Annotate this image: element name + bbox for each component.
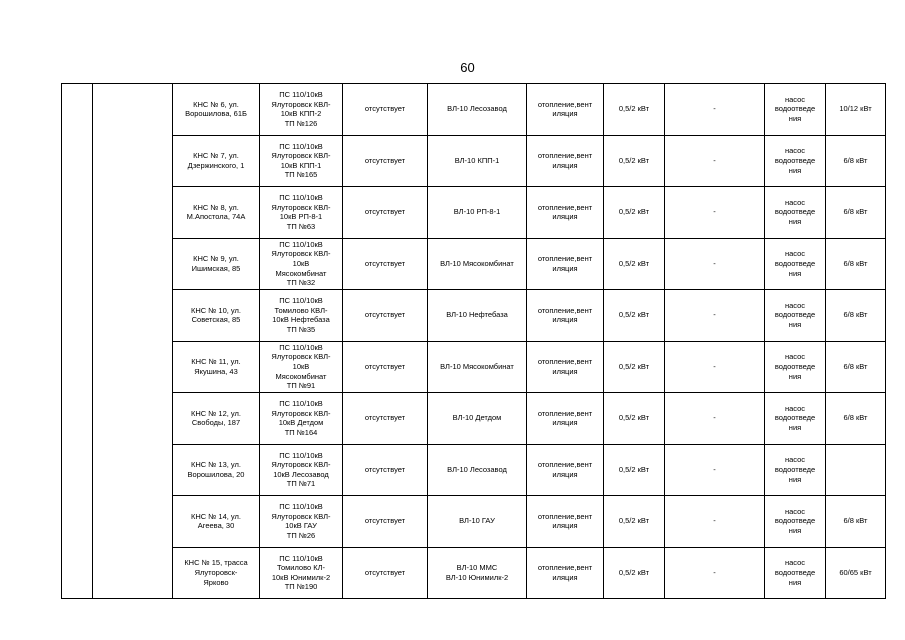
dash-cell (665, 135, 765, 187)
cell-text: ВЛ-10 ГАУ (459, 516, 495, 526)
cell-text: насос водоотведе ния (774, 558, 816, 587)
cell-text: ПС 110/10кВ Ялуторовск КВЛ- 10кВ Детдом ТП №164 (271, 399, 331, 437)
cell-text: 0,5/2 кВт (618, 310, 650, 320)
cell-text: ВЛ-10 Лесозавод (447, 464, 507, 474)
heat-power-cell (604, 187, 665, 239)
cell-text: 0,5/2 кВт (618, 207, 650, 217)
station-name-cell (173, 547, 260, 599)
cell-text: - (713, 310, 716, 320)
supply-line-cell (428, 496, 527, 548)
usage-cell (527, 444, 604, 496)
cell-text: ПС 110/10кВ Ялуторовск КВЛ- 10кВ Мясокомбинат ТП №91 (271, 342, 331, 391)
cell-text: - (713, 104, 716, 114)
cell-text: отопление,вент иляция (537, 460, 593, 479)
station-name-cell (173, 290, 260, 342)
cell-text: - (713, 567, 716, 577)
page-number: 60 (460, 60, 475, 75)
power-source-cell (260, 238, 343, 290)
cell-text: ВЛ-10 Мясокомбинат (440, 361, 514, 371)
cell-text: 6/8 кВт (843, 361, 868, 371)
table-row (62, 187, 886, 239)
table-row (62, 496, 886, 548)
station-name-cell (173, 393, 260, 445)
cell-text: КНС № 7, ул. Дзержинского, 1 (187, 151, 245, 170)
power-source-cell (260, 496, 343, 548)
cell-text: отсутствует (364, 104, 406, 114)
cell-text: - (713, 258, 716, 268)
power-source-cell (260, 135, 343, 187)
merged-blank-cell-1 (62, 84, 93, 599)
cell-text: насос водоотведе ния (774, 455, 816, 484)
cell-text: КНС № 13, ул. Ворошилова, 20 (187, 460, 245, 479)
power-cell (826, 496, 886, 548)
consumer-cell (765, 496, 826, 548)
cell-text: отсутствует (364, 361, 406, 371)
cell-text: отсутствует (364, 516, 406, 526)
station-name-cell (173, 187, 260, 239)
cell-text: насос водоотведе ния (774, 146, 816, 175)
consumer-cell (765, 84, 826, 136)
heat-power-cell (604, 290, 665, 342)
cell-text: отсутствует (364, 207, 406, 217)
dash-cell (665, 444, 765, 496)
dash-cell (665, 187, 765, 239)
cell-text: отсутствует (364, 413, 406, 423)
supply-line-cell (428, 547, 527, 599)
cell-text: насос водоотведе ния (774, 300, 816, 330)
usage-cell (527, 238, 604, 290)
usage-cell (527, 341, 604, 393)
cell-text: насос водоотведе ния (774, 197, 816, 227)
backup-source-cell (343, 496, 428, 548)
dash-cell (665, 238, 765, 290)
cell-text: отопление,вент иляция (537, 357, 593, 376)
cell-text: 6/8 кВт (843, 516, 868, 526)
dash-cell (665, 84, 765, 136)
cell-text: отсутствует (364, 567, 406, 577)
station-name-cell (173, 135, 260, 187)
backup-source-cell (343, 290, 428, 342)
cell-text: отопление,вент иляция (537, 151, 593, 170)
table-row (62, 238, 886, 290)
heat-power-cell (604, 496, 665, 548)
cell-text: КНС № 14, ул. Агеева, 30 (191, 511, 241, 531)
dash-cell (665, 393, 765, 445)
backup-source-cell (343, 547, 428, 599)
heat-power-cell (604, 135, 665, 187)
cell-text: ПС 110/10кВ Ялуторовск КВЛ- 10кВ Мясокомбинат ТП №32 (271, 239, 331, 288)
station-name-cell (173, 238, 260, 290)
heat-power-cell (604, 84, 665, 136)
power-source-cell (260, 84, 343, 136)
power-source-cell (260, 547, 343, 599)
cell-text: 6/8 кВт (843, 413, 868, 423)
power-cell (826, 547, 886, 599)
power-source-cell (260, 393, 343, 445)
supply-line-cell (428, 393, 527, 445)
cell-text: 0,5/2 кВт (618, 155, 650, 165)
cell-text: КНС № 11, ул. Якушина, 43 (191, 357, 241, 376)
power-source-cell (260, 187, 343, 239)
usage-cell (527, 187, 604, 239)
cell-text: отсутствует (364, 464, 406, 474)
cell-text: ВЛ-10 Нефтебаза (446, 310, 508, 320)
cell-text: - (713, 516, 716, 526)
backup-source-cell (343, 135, 428, 187)
backup-source-cell (343, 187, 428, 239)
usage-cell (527, 547, 604, 599)
cell-text: 6/8 кВт (843, 207, 868, 217)
backup-source-cell (343, 238, 428, 290)
table-row (62, 393, 886, 445)
power-cell (826, 393, 886, 445)
dash-cell (665, 547, 765, 599)
heat-power-cell (604, 393, 665, 445)
merged-blank-cell-2 (93, 84, 173, 599)
usage-cell (527, 84, 604, 136)
supply-line-cell (428, 84, 527, 136)
power-cell (826, 187, 886, 239)
cell-text: - (713, 155, 716, 165)
station-name-cell (173, 84, 260, 136)
station-name-cell (173, 444, 260, 496)
dash-cell (665, 341, 765, 393)
cell-text: ПС 110/10кВ Ялуторовск КВЛ- 10кВ РП-8-1 ТП №63 (271, 193, 331, 231)
cell-text: ВЛ-10 РП-8-1 (453, 207, 501, 217)
heat-power-cell (604, 547, 665, 599)
consumer-cell (765, 238, 826, 290)
power-source-cell (260, 341, 343, 393)
cell-text: КНС № 10, ул. Советская, 85 (191, 305, 241, 325)
supply-line-cell (428, 187, 527, 239)
power-source-cell (260, 290, 343, 342)
cell-text: отопление,вент иляция (537, 202, 593, 222)
cell-text: - (713, 361, 716, 371)
cell-text: отопление,вент иляция (537, 99, 593, 119)
cell-text: насос водоотведе ния (774, 403, 816, 433)
cell-text: ПС 110/10кВ Томилово КВЛ- 10кВ Нефтебаза ТП №35 (272, 296, 330, 334)
cell-text: отопление,вент иляция (537, 408, 593, 428)
heat-power-cell (604, 238, 665, 290)
dash-cell (665, 290, 765, 342)
table-row (62, 135, 886, 187)
supply-line-cell (428, 238, 527, 290)
power-cell (826, 84, 886, 136)
consumer-cell (765, 341, 826, 393)
cell-text: ВЛ-10 Детдом (452, 413, 502, 423)
cell-text: отсутствует (364, 258, 406, 268)
cell-text: ВЛ-10 Лесозавод (447, 104, 507, 114)
cell-text: 0,5/2 кВт (618, 516, 650, 526)
power-cell (826, 238, 886, 290)
consumer-cell (765, 393, 826, 445)
supply-line-cell (428, 290, 527, 342)
cell-text: ПС 110/10кВ Ялуторовск КВЛ- 10кВ ГАУ ТП №26 (271, 502, 331, 540)
consumer-cell (765, 187, 826, 239)
cell-text: 6/8 кВт (843, 155, 868, 165)
cell-text: 10/12 кВт (839, 104, 872, 114)
table-row (62, 84, 886, 136)
cell-text: 6/8 кВт (843, 258, 868, 268)
cell-text: отопление,вент иляция (537, 563, 593, 582)
cell-text: 0,5/2 кВт (618, 567, 650, 577)
table-row (62, 341, 886, 393)
power-cell (826, 135, 886, 187)
cell-text: 0,5/2 кВт (618, 464, 650, 474)
dash-cell (665, 496, 765, 548)
station-name-cell (173, 496, 260, 548)
supply-line-cell (428, 341, 527, 393)
cell-text: - (713, 464, 716, 474)
usage-cell (527, 393, 604, 445)
heat-power-cell (604, 341, 665, 393)
consumer-cell (765, 135, 826, 187)
cell-text: отопление,вент иляция (537, 254, 593, 273)
usage-cell (527, 135, 604, 187)
power-cell (826, 444, 886, 496)
cell-text: 60/65 кВт (839, 567, 872, 577)
cell-text: - (713, 413, 716, 423)
usage-cell (527, 290, 604, 342)
power-cell (826, 290, 886, 342)
supply-line-cell (428, 444, 527, 496)
backup-source-cell (343, 444, 428, 496)
cell-text: ПС 110/10кВ Ялуторовск КВЛ- 10кВ КПП-1 ТП №165 (271, 141, 331, 180)
cell-text: отсутствует (364, 155, 406, 165)
cell-text: КНС № 9, ул. Ишимская, 85 (191, 254, 241, 273)
cell-text: - (713, 207, 716, 217)
cell-text: отопление,вент иляция (537, 305, 593, 325)
power-source-cell (260, 444, 343, 496)
backup-source-cell (343, 341, 428, 393)
table-row (62, 547, 886, 599)
cell-text: КНС № 15, трасса Ялуторовск- Ярково (184, 558, 248, 587)
heat-power-cell (604, 444, 665, 496)
backup-source-cell (343, 393, 428, 445)
cell-text: насос водоотведе ния (774, 506, 816, 536)
cell-text: ПС 110/10кВ Ялуторовск КВЛ- 10кВ КПП-2 ТП №126 (271, 90, 331, 128)
cell-text: 0,5/2 кВт (618, 361, 650, 371)
consumer-cell (765, 290, 826, 342)
pump-stations-table (61, 83, 886, 599)
cell-text: насос водоотведе ния (774, 94, 816, 124)
cell-text: ВЛ-10 Мясокомбинат (440, 258, 514, 268)
backup-source-cell (343, 84, 428, 136)
supply-line-cell (428, 135, 527, 187)
cell-text: 0,5/2 кВт (618, 413, 650, 423)
cell-text: КНС № 8, ул. М.Апостола, 74А (186, 202, 246, 222)
consumer-cell (765, 444, 826, 496)
cell-text: насос водоотведе ния (774, 352, 816, 381)
cell-text: КНС № 12, ул. Свободы, 187 (191, 408, 241, 428)
cell-text: ПС 110/10кВ Томилово КЛ- 10кВ Юнимилк-2 ТП №190 (271, 553, 331, 592)
cell-text: отсутствует (364, 310, 406, 320)
cell-text: 6/8 кВт (843, 310, 868, 320)
station-name-cell (173, 341, 260, 393)
cell-text: ПС 110/10кВ Ялуторовск КВЛ- 10кВ Лесозавод ТП №71 (271, 450, 331, 489)
cell-text: насос водоотведе ния (774, 249, 816, 278)
usage-cell (527, 496, 604, 548)
cell-text: ВЛ-10 КПП-1 (454, 155, 500, 165)
cell-text: 0,5/2 кВт (618, 258, 650, 268)
cell-text: ВЛ-10 ММС ВЛ-10 Юнимилк-2 (445, 563, 509, 582)
cell-text: 0,5/2 кВт (618, 104, 650, 114)
table-body (62, 84, 886, 599)
cell-text: отопление,вент иляция (537, 511, 593, 531)
table-row (62, 290, 886, 342)
power-cell (826, 341, 886, 393)
table-row (62, 444, 886, 496)
cell-text: КНС № 6, ул. Ворошилова, 61Б (185, 99, 247, 119)
consumer-cell (765, 547, 826, 599)
